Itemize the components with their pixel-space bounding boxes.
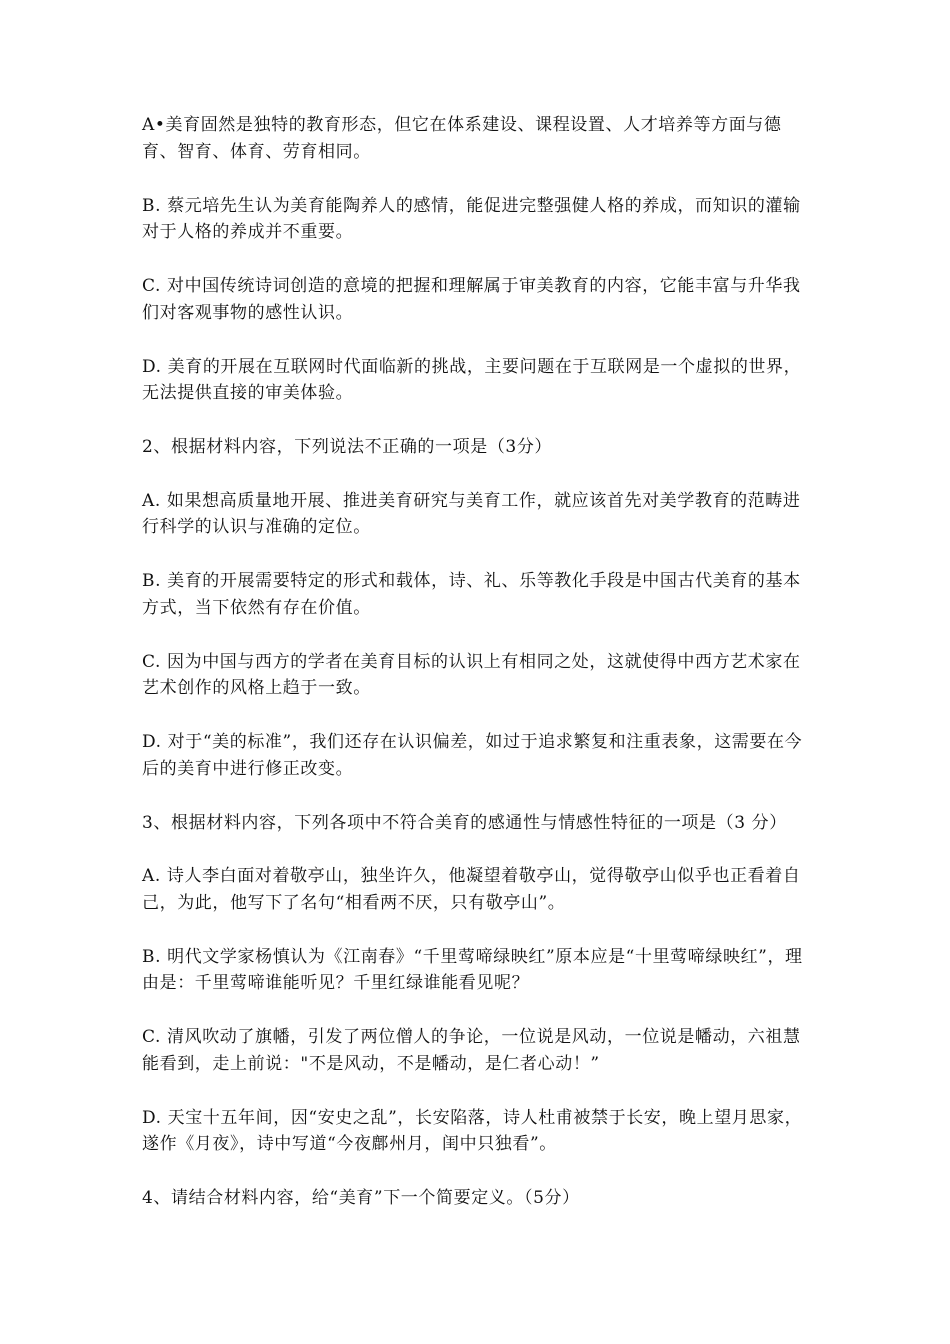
q2-option-c: C. 因为中国与西方的学者在美育目标的认识上有相同之处，这就使得中西方艺术家在艺术创作的风格上趋于一致。 <box>142 651 801 698</box>
q1-option-d: D. 美育的开展在互联网时代面临新的挑战，主要问题在于互联网是一个虚拟的世界，无法提供直接的审美体验。 <box>142 356 802 403</box>
q3-option-a: A. 诗人李白面对着敬亭山，独坐许久，他凝望着敬亭山，觉得敬亭山似乎也正看着自己，为此，他写下了名句“相看两不厌，只有敬亭山”。 <box>142 866 801 913</box>
q2-stem: 2、根据材料内容，下列说法不正确的一项是（3分） <box>142 437 553 457</box>
q1-option-c: C. 对中国传统诗词创造的意境的把握和理解属于审美教育的内容，它能丰富与升华我们对客观事物的感性认识。 <box>142 276 801 323</box>
q3-option-c: C. 清风吹动了旗幡，引发了两位僧人的争论，一位说是风动，一位说是幡动，六祖慧能看到，走上前说："不是风动，不是幡动，是仁者心动！” <box>142 1027 801 1074</box>
q3-option-d: D. 天宝十五年间，因“安史之乱”，长安陷落，诗人杜甫被禁于长安，晚上望月思家，遂作《月夜》，诗中写道“今夜鄜州月，闺中只独看”。 <box>142 1107 803 1154</box>
q2-option-a: A. 如果想高质量地开展、推进美育研究与美育工作，就应该首先对美学教育的范畴进行科学的认识与准确的定位。 <box>142 490 801 537</box>
q2-option-b: B. 美育的开展需要特定的形式和载体，诗、礼、乐等教化手段是中国古代美育的基本方式，当下依然有存在价值。 <box>142 571 801 618</box>
q2-option-d: D. 对于“美的标准”，我们还存在认识偏差，如过于追求繁复和注重表象，这需要在今后的美育中进行修正改变。 <box>142 732 803 779</box>
exam-page <box>142 112 810 1239</box>
q3-option-b: B. 明代文学家杨慎认为《江南春》“千里莺啼绿映红”原本应是“十里莺啼绿映红”，理由是：千里莺啼谁能听见？千里红绿谁能看见呢？ <box>142 946 803 993</box>
q3-stem: 3、根据材料内容，下列各项中不符合美育的感通性与情感性特征的一项是（3 分） <box>142 812 787 833</box>
q1-option-a: A•美育固然是独特的教育形态，但它在体系建设、课程设置、人才培养等方面与德育、智育、体育、劳育相同。 <box>142 115 782 162</box>
q4-stem: 4、请结合材料内容，给“美育”下一个简要定义。（5分） <box>142 1188 580 1208</box>
q1-option-b: B. 蔡元培先生认为美育能陶养人的感情，能促进完整强健人格的养成，而知识的灌输对于人格的养成并不重要。 <box>142 195 801 242</box>
